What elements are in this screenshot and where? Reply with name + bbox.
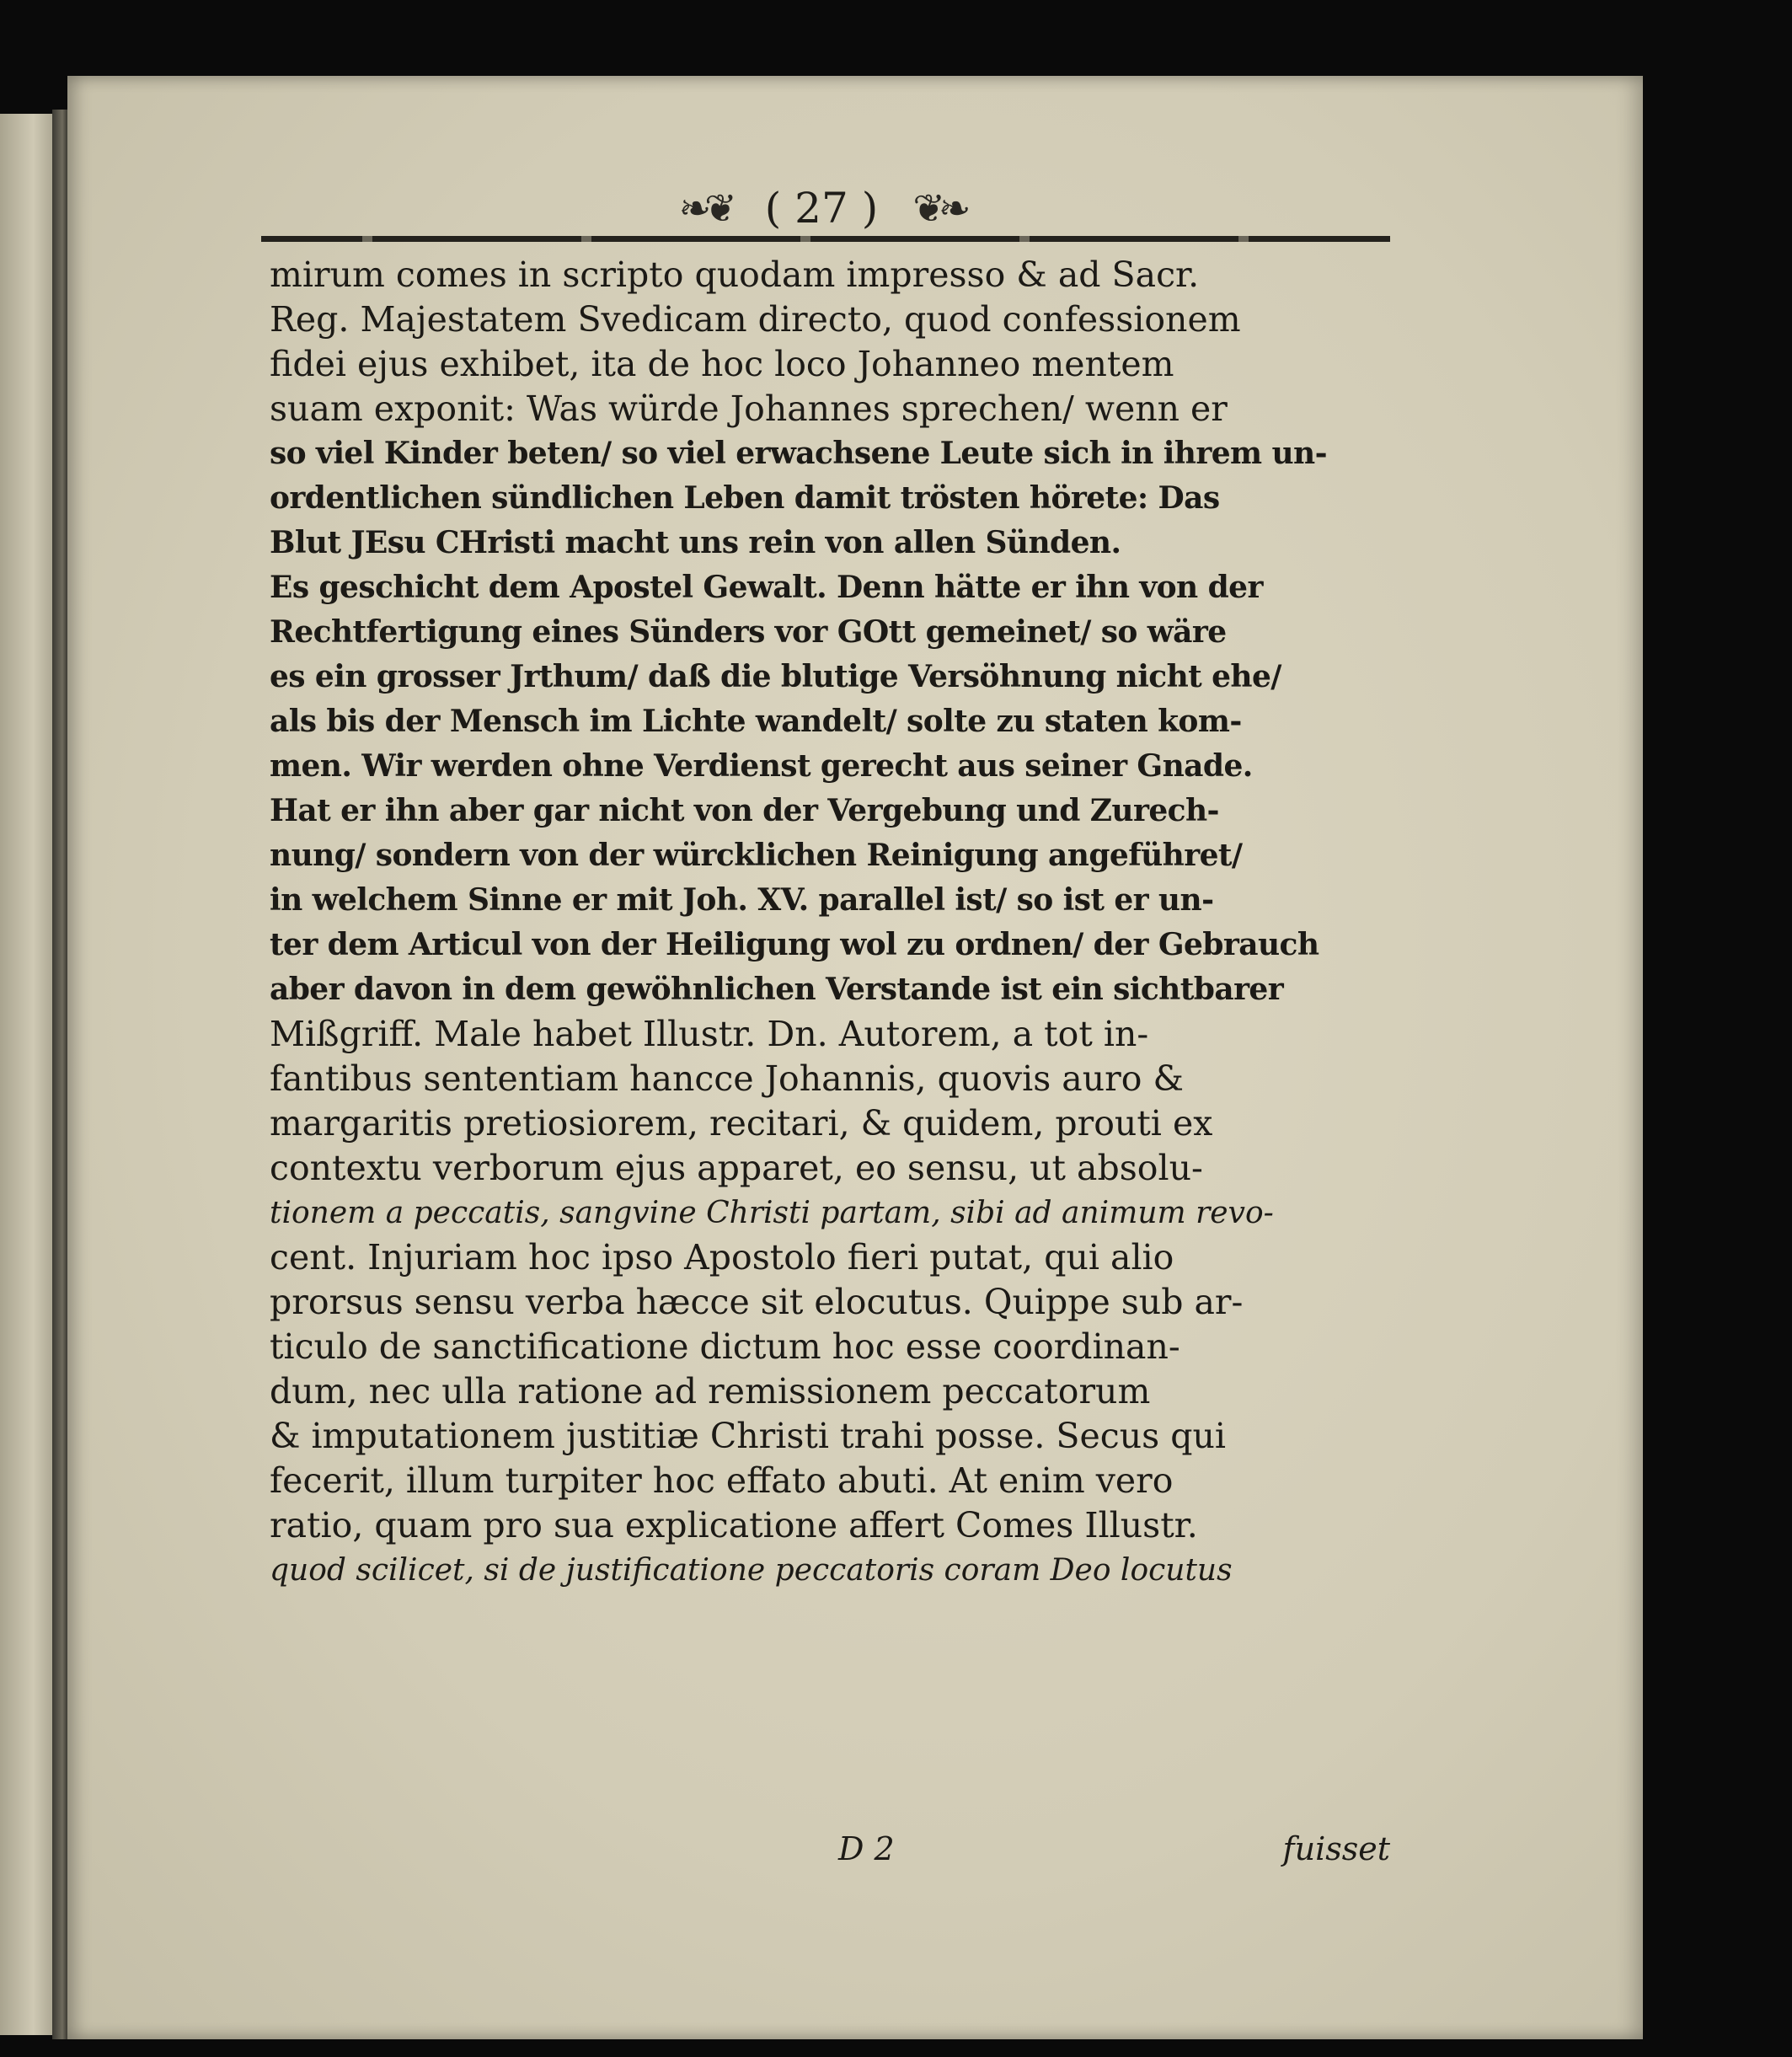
text-line: als bis der Mensch im Lichte wandelt/ solte zu staten kom- [270, 704, 1242, 739]
text-line: margaritis pretiosiorem, recitari, & quidem, prouti ex [270, 1103, 1213, 1144]
text-line: fidei ejus exhibet, ita de hoc loco Johanneo mentem [270, 344, 1174, 384]
text-line: mirum comes in scripto quodam impresso & ad Sacr. [270, 254, 1200, 295]
text-line: tionem a peccatis, sangvine Christi partam, sibi ad animum revo- [270, 1196, 1274, 1230]
text-line: contextu verborum ejus apparet, eo sensu, ut absolu- [270, 1148, 1203, 1188]
text-line: ter dem Articul von der Heiligung wol zu ordnen/ der Gebrauch [270, 927, 1319, 962]
text-line: Hat er ihn aber gar nicht von der Vergebung und Zurech- [270, 793, 1219, 828]
text-line: quod scilicet, si de justificatione peccatoris coram Deo locutus [270, 1553, 1233, 1588]
text-line: nung/ sondern von der würcklichen Reinigung angeführet/ [270, 838, 1243, 873]
header-ornament-left-icon: ❧❦ [678, 185, 730, 231]
text-line: Mißgriff. Male habet Illustr. Dn. Autorem, a tot in- [270, 1014, 1149, 1054]
header-rule [261, 236, 1390, 242]
text-line: in welchem Sinne er mit Joh. XV. parallel ist/ so ist er un- [270, 882, 1214, 918]
text-line: ticulo de sanctificatione dictum hoc esse coordinan- [270, 1326, 1180, 1367]
text-line: cent. Injuriam hoc ipso Apostolo fieri putat, qui alio [270, 1237, 1174, 1278]
signature-mark: D 2 [838, 1830, 895, 1867]
page-header [261, 184, 1382, 234]
text-line: & imputationem justitiæ Christi trahi posse. Secus qui [270, 1416, 1226, 1456]
text-line: Blut JEsu CHristi macht uns rein von allen Sünden. [270, 525, 1121, 560]
body-text [270, 253, 1390, 1593]
text-line: fantibus sententiam hancce Johannis, quovis auro & [270, 1058, 1184, 1099]
text-line: Reg. Majestatem Svedicam directo, quod confessionem [270, 299, 1241, 340]
text-line: Es geschicht dem Apostel Gewalt. Denn hätte er ihn von der [270, 570, 1263, 605]
text-line: dum, nec ulla ratione ad remissionem peccatorum [270, 1371, 1151, 1412]
text-line: aber davon in dem gewöhnlichen Verstande ist ein sichtbarer [270, 972, 1284, 1007]
book-spine [52, 110, 69, 2039]
text-line: ratio, quam pro sua explicatione affert Comes Illustr. [270, 1505, 1198, 1545]
text-line: Rechtfertigung eines Sünders vor GOtt gemeinet/ so wäre [270, 614, 1227, 650]
book-page [67, 76, 1643, 2039]
text-line: prorsus sensu verba hæcce sit elocutus. Quippe sub ar- [270, 1282, 1244, 1322]
text-line: ordentlichen sündlichen Leben damit trösten hörete: Das [270, 480, 1220, 516]
page-footer [270, 1830, 1390, 1881]
header-ornament-right-icon: ❦❧ [912, 185, 965, 231]
page-number: ( 27 ) [764, 184, 879, 233]
text-line: es ein grosser Jrthum/ daß die blutige Versöhnung nicht ehe/ [270, 659, 1281, 694]
text-line: men. Wir werden ohne Verdienst gerecht aus seiner Gnade. [270, 748, 1253, 784]
text-line: so viel Kinder beten/ so viel erwachsene Leute sich in ihrem un- [270, 436, 1327, 471]
text-line: fecerit, illum turpiter hoc effato abuti. At enim vero [270, 1460, 1174, 1501]
text-line: suam exponit: Was würde Johannes sprechen/ wenn er [270, 388, 1228, 429]
catchword: fuisset [1282, 1830, 1390, 1867]
